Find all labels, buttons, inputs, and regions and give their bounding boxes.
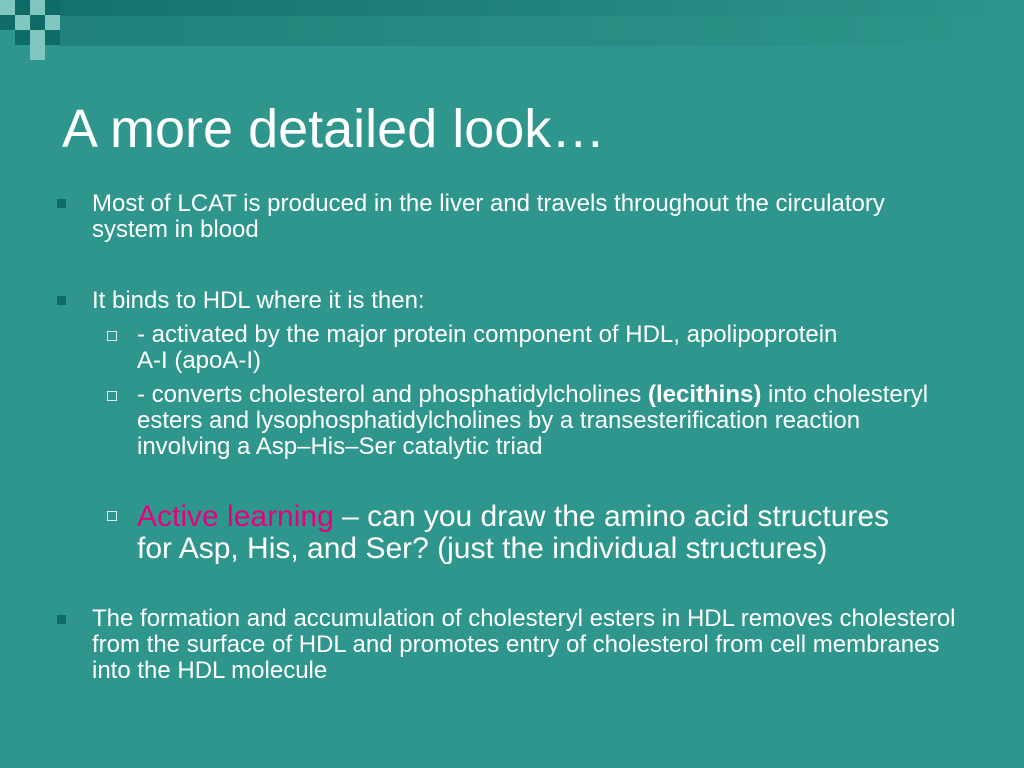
hollow-square-bullet-icon — [107, 331, 117, 341]
active-learning-highlight: Active learning — [137, 500, 334, 533]
sub-bullet-text: - activated by the major protein component of HDL, apolipoprotein A-I (apoA-I) — [137, 321, 838, 374]
header-decoration — [0, 0, 1024, 62]
sub-bullet-text-end: into cholesteryl esters and lysophosphatidylcholines by a transesterification reaction involving a Asp–His–Ser catalytic triad — [137, 381, 929, 460]
sub-bullet-text — [137, 382, 947, 460]
hollow-square-bullet-icon — [107, 511, 117, 521]
square-bullet-icon — [57, 199, 66, 208]
square-bullet-icon — [57, 615, 66, 624]
sub-bullet-text — [137, 501, 927, 565]
hollow-square-bullet-icon — [107, 391, 117, 401]
bullet-text: It binds to HDL where it is then: — [92, 287, 425, 314]
square-bullet-icon — [57, 296, 66, 305]
bullet-text: Most of LCAT is produced in the liver and travels throughout the circulatory system in blood — [92, 190, 885, 243]
bullet-text: The formation and accumulation of cholesteryl esters in HDL removes cholesterol from the surface of HDL and promotes entry of cholesterol from cell membranes into the HDL molecule — [92, 605, 956, 684]
sub-bullet-text-start: - converts cholesterol and phosphatidylcholines — [137, 381, 648, 408]
active-learning-question: – can you draw the amino acid structures for Asp, His, and Ser? (just the individual structures) — [137, 500, 890, 565]
slide-title: A more detailed look… — [62, 99, 606, 159]
lecithins-term: (lecithins) — [647, 381, 762, 408]
